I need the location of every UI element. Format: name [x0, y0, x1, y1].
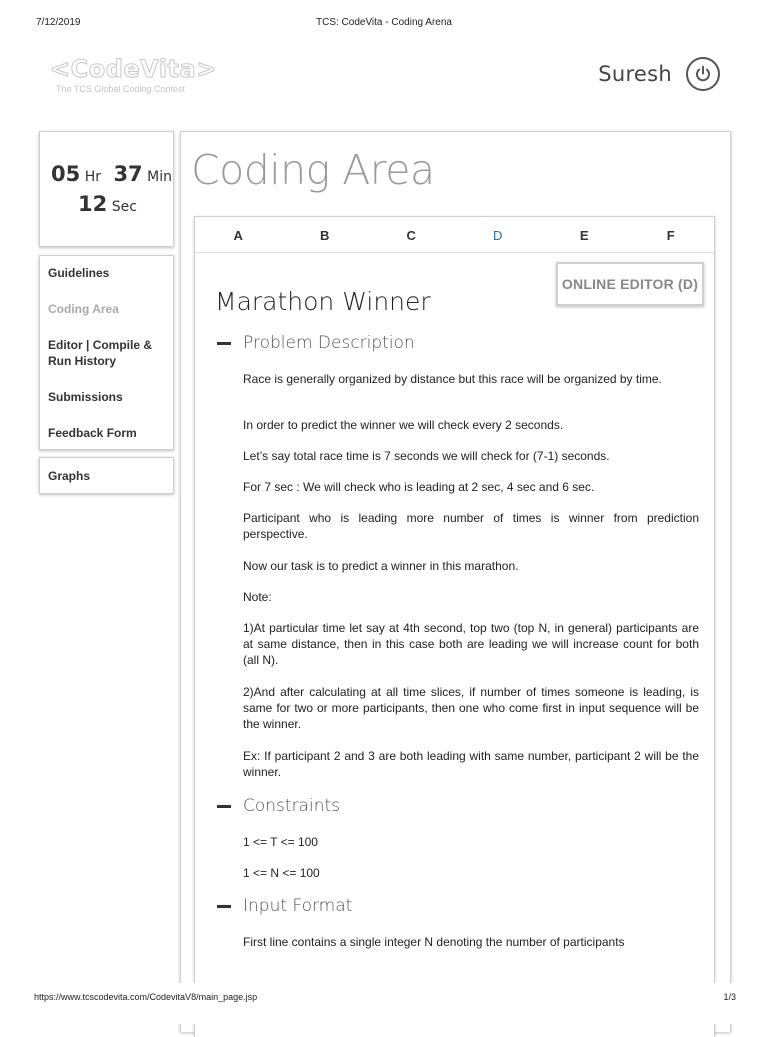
timer-hours-minutes	[51, 162, 180, 186]
tab-b[interactable]: B	[320, 228, 330, 243]
sidebar-item-submissions[interactable]: Submissions	[48, 390, 123, 404]
main-panel	[180, 131, 731, 1032]
collapse-icon	[217, 342, 231, 345]
countdown-timer	[39, 131, 174, 247]
description-paragraph: Now our task is to predict a winner in this marathon.	[243, 559, 519, 573]
problem-title: Marathon Winner	[215, 287, 431, 316]
section-problem-description[interactable]	[217, 333, 415, 353]
sidebar-item-editor-history[interactable]: Editor | Compile & Run History	[48, 338, 153, 368]
codevita-logo[interactable]	[50, 55, 217, 100]
sidebar-item-graphs[interactable]: Graphs	[48, 469, 91, 483]
section-heading: Input Format	[243, 896, 353, 916]
sidebar-item-guidelines[interactable]: Guidelines	[48, 266, 110, 280]
logo-mark: <CodeVita>	[50, 55, 217, 83]
input-format-line: First line contains a single integer N denoting the number of participants	[243, 935, 625, 949]
tab-d[interactable]: D	[493, 228, 503, 243]
print-date: 7/12/2019	[36, 17, 81, 28]
description-paragraph: Participant who is leading more number of times is winner from prediction perspective.	[243, 511, 699, 541]
print-page-number: 1/3	[723, 992, 736, 1002]
description-paragraph: In order to predict the winner we will check every 2 seconds.	[243, 418, 564, 432]
description-paragraph: 2)And after calculating at all time slices, if number of times someone is leading, is same for two or more participants, then one who come first in input sequence will be the winner.	[243, 685, 699, 731]
sidebar-item-feedback-form[interactable]: Feedback Form	[48, 426, 137, 440]
logout-button[interactable]	[686, 57, 720, 91]
tab-f[interactable]: F	[666, 228, 675, 243]
description-paragraph: Race is generally organized by distance but this race will be organized by time.	[243, 372, 662, 386]
timer-seconds-unit: Sec	[111, 199, 137, 215]
problem-card	[194, 216, 715, 1037]
description-paragraph: Note:	[243, 590, 272, 604]
print-url: https://www.tcscodevita.com/CodevitaV8/main_page.jsp	[34, 992, 258, 1002]
tab-c[interactable]: C	[406, 228, 416, 243]
timer-hours-unit: Hr	[84, 169, 101, 185]
timer-seconds: 12	[78, 192, 108, 216]
page-title: Coding Area	[191, 146, 435, 194]
constraint-line: 1 <= N <= 100	[243, 866, 320, 880]
print-header	[0, 0, 768, 40]
graphs-panel	[39, 457, 174, 494]
online-editor-button[interactable]: ONLINE EDITOR (D)	[556, 262, 704, 306]
timer-minutes: 37	[113, 162, 143, 186]
tab-a[interactable]: A	[233, 228, 243, 243]
power-icon	[694, 65, 712, 83]
description-paragraph: Ex: If participant 2 and 3 are both leading with same number, participant 2 will be the winner.	[243, 749, 699, 779]
user-area	[598, 56, 720, 92]
timer-seconds-row	[78, 192, 145, 216]
section-constraints[interactable]	[217, 796, 340, 816]
section-heading: Constraints	[243, 796, 340, 816]
user-name: Suresh	[598, 62, 672, 86]
problem-tabs	[195, 217, 714, 253]
timer-hours: 05	[51, 162, 81, 186]
logo-tagline: The TCS Global Coding Contest	[56, 84, 185, 94]
section-heading: Problem Description	[243, 333, 415, 353]
description-paragraph: Let’s say total race time is 7 seconds we will check for (7-1) seconds.	[243, 449, 610, 463]
collapse-icon	[217, 805, 231, 808]
tab-e[interactable]: E	[579, 228, 589, 243]
print-title: TCS: CodeVita - Coding Arena	[315, 17, 452, 28]
print-footer	[0, 985, 768, 1009]
sidebar-nav	[39, 255, 174, 450]
collapse-icon	[217, 905, 231, 908]
description-paragraph: For 7 sec : We will check who is leading at 2 sec, 4 sec and 6 sec.	[243, 480, 595, 494]
sidebar-item-coding-area[interactable]: Coding Area	[48, 302, 119, 316]
section-input-format[interactable]	[217, 896, 352, 916]
description-paragraph: 1)At particular time let say at 4th second, top two (top N, in general) participants are at same distance, then in this case both are leading we will increase count for both (all N).	[243, 621, 699, 667]
constraint-line: 1 <= T <= 100	[243, 835, 318, 849]
timer-minutes-unit: Min	[147, 169, 172, 185]
